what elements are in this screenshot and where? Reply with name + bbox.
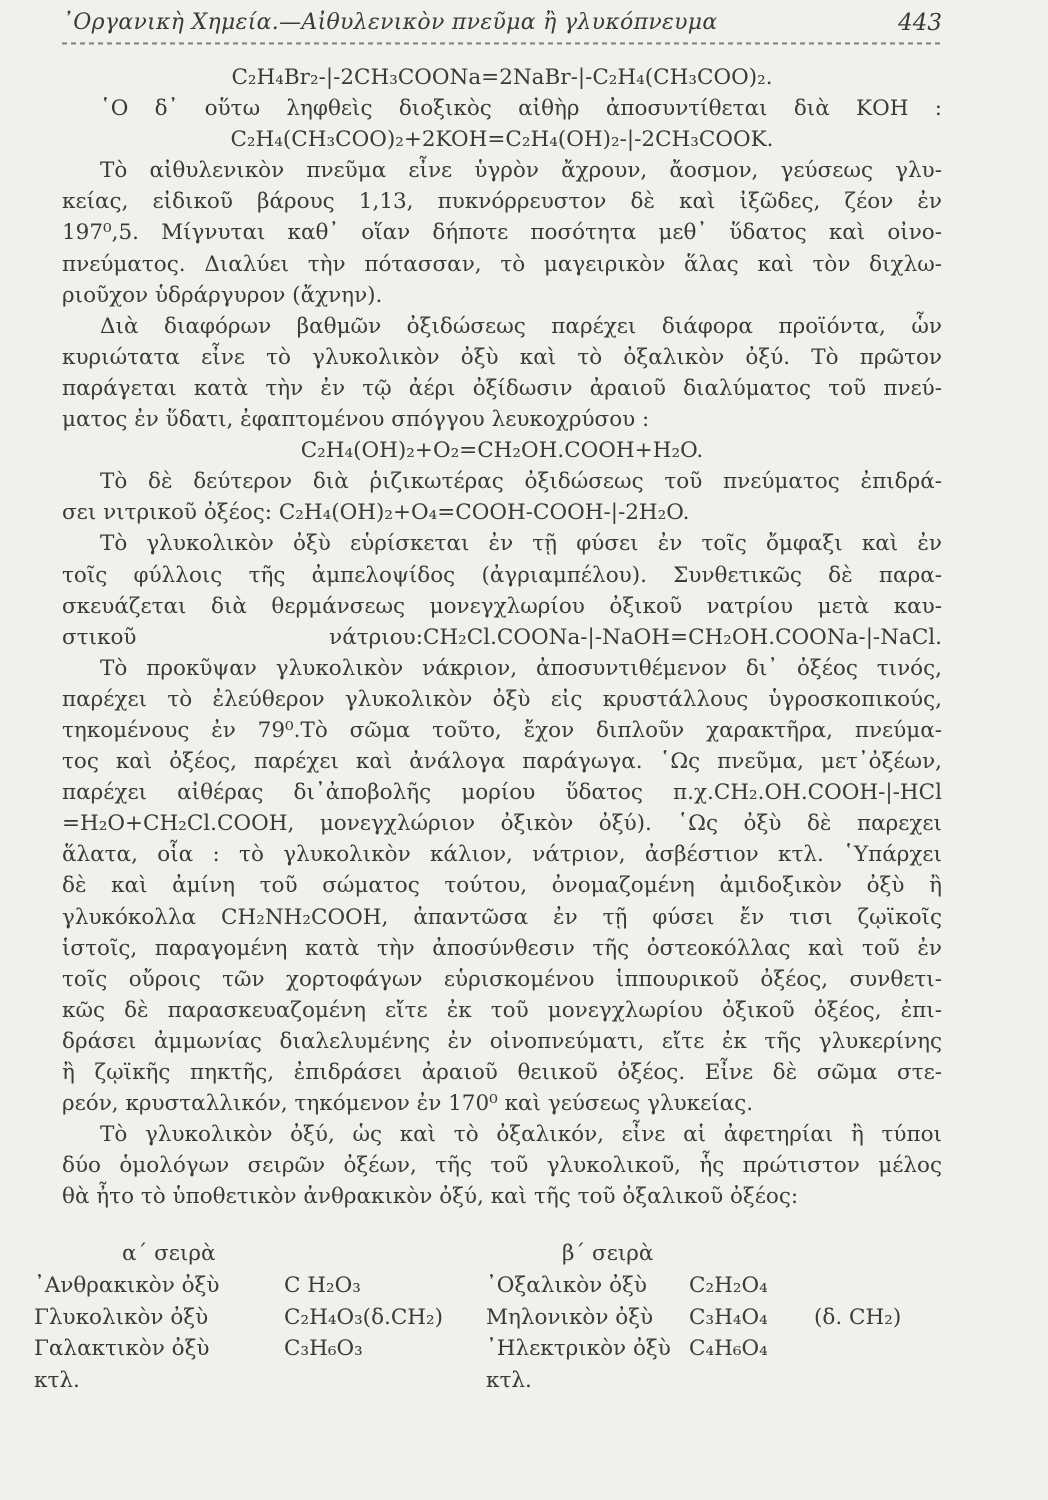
text-line: σει νιτρικοῦ ὀξέος: C₂H₄(OH)₂+O₄=COOH-COOH-|-2H₂O. <box>62 500 690 526</box>
text-line: κείας, εἰδικοῦ βάρους 1,13, πυκνόρρευστον δὲ καὶ ἰξῶδες, ζέον ἐν <box>62 189 942 215</box>
text-line: =H₂O+CH₂Cl.COOH, μονεγχλώριον ὀξικὸν ὀξύ). ῾Ως ὀξὺ δὲ παρεχει <box>62 811 942 837</box>
table-row <box>34 1302 964 1334</box>
series-a-formula: C₃H₆O₃ <box>284 1336 363 1362</box>
text-line: γλυκόκολλα CH₂NH₂COOH, ἀπαντῶσα ἐν τῇ φύσει ἔν τισι ζῳϊκοῖς <box>62 904 942 930</box>
series-b-header: β´ σειρὰ <box>562 1241 654 1266</box>
text-line: πνεύματος. Διαλύει τὴν πότασσαν, τὸ μαγειρικὸν ἅλας καὶ τὸν διχλω- <box>62 251 942 277</box>
series-b-acid-name: κτλ. <box>486 1368 532 1394</box>
text-line: στικοῦ νάτριου:CH₂Cl.COONa-|-NaOH=CH₂OH.COONa-|-NaCl. <box>62 624 942 650</box>
text-line: C₂H₄(CH₃COO)₂+2KOH=C₂H₄(OH)₂-|-2CH₃COOK. <box>230 127 774 153</box>
series-b-acid-name: ᾿Οξαλικὸν ὀξὺ <box>486 1272 647 1298</box>
difference-note: (δ. CH₂) <box>814 1304 902 1330</box>
homologous-series-table <box>34 1238 964 1397</box>
text-line: παρέχει τὸ ἐλεύθερον γλυκολικὸν ὀξὺ εἰς κρυστάλλους ὑγροσκοπικούς, <box>62 686 942 712</box>
table-header-row <box>34 1238 964 1270</box>
series-b-acid-name: Μηλονικὸν ὀξὺ <box>486 1304 654 1330</box>
text-line: ῾Ο δ᾿ οὕτω ληφθεὶς διοξικὸς αἰθὴρ ἀποσυντίθεται διὰ ΚΟΗ : <box>100 96 942 122</box>
series-b-acid-name: ᾿Ηλεκτρικὸν ὀξὺ <box>486 1336 671 1362</box>
text-line: 197⁰,5. Μίγνυται καθ᾿ οἵαν δήποτε ποσότητα μεθ᾿ ὕδατος καὶ οἰνο- <box>62 220 942 246</box>
header-title: ᾿Οργανικὴ Χημεία.—Αἰθυλενικὸν πνεῦμα ἢ γλυκόπνευμα <box>62 10 718 35</box>
text-line: κῶς δὲ παρασκευαζομένη εἴτε ἐκ τοῦ μονεγχλωρίου ὀξικοῦ ὀξέος, ἐπι- <box>62 997 942 1023</box>
table-row <box>34 1365 964 1397</box>
header-wavy-rule <box>62 40 942 46</box>
series-a-header: α´ σειρὰ <box>122 1241 216 1266</box>
text-line: ἱστοῖς, παραγομένη κατὰ τὴν ἀποσύνθεσιν τῆς ὀστεοκόλλας καὶ τοῦ ἐν <box>62 935 942 961</box>
running-header <box>62 10 942 40</box>
text-line: Διὰ διαφόρων βαθμῶν ὀξιδώσεως παρέχει διάφορα προϊόντα, ὧν <box>100 313 942 339</box>
text-line: ματος ἐν ὕδατι, ἐφαπτομένου σπόγγου λευκοχρύσου : <box>62 407 650 433</box>
text-line: τος καὶ ὀξέος, παρέχει καὶ ἀνάλογα παράγωγα. ῾Ως πνεῦμα, μετ᾿ὀξέων, <box>62 749 942 775</box>
text-line: τηκομένους ἐν 79⁰.Τὸ σῶμα τοῦτο, ἔχον διπλοῦν χαρακτῆρα, πνεύμα- <box>62 717 942 743</box>
page-number: 443 <box>898 10 942 36</box>
text-line: κυριώτατα εἶνε τὸ γλυκολικὸν ὀξὺ καὶ τὸ ὀξαλικὸν ὀξύ. Τὸ πρῶτον <box>62 344 942 370</box>
series-a-formula: C H₂O₃ <box>284 1272 361 1298</box>
text-line: ἢ ζῳϊκῆς πηκτῆς, ἐπιδράσει ἀραιοῦ θειικοῦ ὀξέος. Εἶνε δὲ σῶμα στε- <box>62 1060 942 1085</box>
body-text <box>62 62 942 1212</box>
text-line: τοῖς οὔροις τῶν χορτοφάγων εὑρισκομένου ἱππουρικοῦ ὀξέος, συνθετι- <box>62 966 942 992</box>
text-line: δύο ὁμολόγων σειρῶν ὀξέων, τῆς τοῦ γλυκολικοῦ, ἧς πρώτιστον μέλος <box>62 1153 942 1179</box>
text-line: θὰ ἦτο τὸ ὑποθετικὸν ἀνθρακικὸν ὀξύ, καὶ τῆς τοῦ ὀξαλικοῦ ὀξέος: <box>62 1184 799 1210</box>
text-line: δὲ καὶ ἀμίνη τοῦ σώματος τούτου, ὀνομαζομένη ἀμιδοξικὸν ὀξὺ ἢ <box>62 873 942 899</box>
text-line: δράσει ἀμμωνίας διαλελυμένης ἐν οἰνοπνεύματι, εἴτε ἐκ τῆς γλυκερίνης <box>62 1028 942 1054</box>
series-a-acid-name: Γαλακτικὸν ὀξὺ <box>34 1336 210 1362</box>
text-line: C₂H₄Br₂-|-2CH₃COONa=2NaBr-|-C₂H₄(CH₃COO)₂. <box>231 65 773 90</box>
text-line: Τὸ δὲ δεύτερον διὰ ῥιζικωτέρας ὀξιδώσεως τοῦ πνεύματος ἐπιδρά- <box>100 469 942 495</box>
text-line: C₂H₄(OH)₂+O₂=CH₂OH.COOH+H₂O. <box>300 438 704 464</box>
text-line: Τὸ προκῦψαν γλυκολικὸν νάκριον, ἀποσυντιθέμενον δι᾿ ὀξέος τινός, <box>100 655 942 681</box>
text-line: παράγεται κατὰ τὴν ἐν τῷ ἀέρι ὀξίδωσιν ἀραιοῦ διαλύματος τοῦ πνεύ- <box>62 375 942 401</box>
text-line: σκευάζεται διὰ θερμάνσεως μονεγχλωρίου ὀξικοῦ νατρίου μετὰ καυ- <box>62 593 942 619</box>
series-b-formula: C₂H₂O₄ <box>689 1272 768 1298</box>
series-a-acid-name: ᾿Ανθρακικὸν ὀξὺ <box>34 1272 220 1298</box>
text-line: τοῖς φύλλοις τῆς ἀμπελοψίδος (ἀγριαμπέλου). Συνθετικῶς δὲ παρα- <box>62 562 942 588</box>
series-b-formula: C₃H₄O₄ <box>689 1304 768 1330</box>
text-line: Τὸ γλυκολικὸν ὀξὺ εὑρίσκεται ἐν τῇ φύσει ἐν τοῖς ὄμφαξι καὶ ἐν <box>100 531 942 557</box>
text-line: ρεόν, κρυσταλλικόν, τηκόμενον ἐν 170⁰ καὶ γεύσεως γλυκείας. <box>62 1091 754 1117</box>
text-line: παρέχει αἰθέρας δι᾿ἀποβολῆς μορίου ὕδατος π.χ.CH₂.OH.COOH-|-HCl <box>62 780 942 806</box>
text-line: Τὸ αἰθυλενικὸν πνεῦμα εἶνε ὑγρὸν ἄχρουν, ἄοσμον, γεύσεως γλυ- <box>100 158 942 184</box>
series-b-formula: C₄H₆O₄ <box>689 1336 768 1362</box>
series-a-acid-name: κτλ. <box>34 1368 80 1394</box>
table-row <box>34 1270 964 1302</box>
text-line: ἅλατα, οἷα : τὸ γλυκολικὸν κάλιον, νάτριον, ἀσβέστιον κτλ. ῾Υπάρχει <box>62 842 942 868</box>
series-a-acid-name: Γλυκολικὸν ὀξὺ <box>34 1304 209 1330</box>
text-line: Τὸ γλυκολικὸν ὀξύ, ὡς καὶ τὸ ὀξαλικόν, εἶνε αἱ ἀφετηρίαι ἢ τύποι <box>100 1122 942 1148</box>
series-a-formula: C₂H₄O₃(δ.CH₂) <box>284 1304 444 1330</box>
table-row <box>34 1333 964 1365</box>
text-line: ριοῦχον ὑδράργυρον (ἄχνην). <box>62 282 383 308</box>
